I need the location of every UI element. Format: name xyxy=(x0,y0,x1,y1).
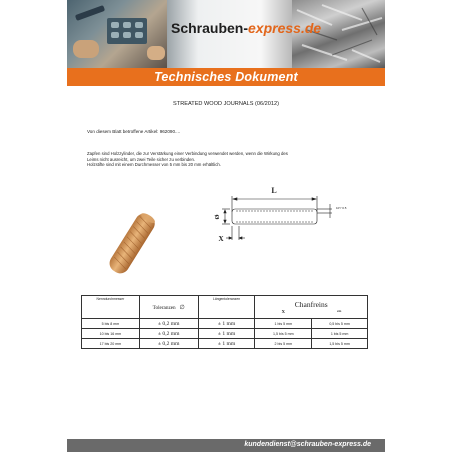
cell-nominal: 17 bis 20 mm xyxy=(82,339,140,349)
dowel-technical-drawing xyxy=(212,182,362,246)
cell-tolerance: ± 0,2 mm xyxy=(139,339,198,349)
angle-label: 10°/ 0.5 xyxy=(336,206,347,210)
table-header-row xyxy=(82,296,368,319)
header-tolerance xyxy=(139,296,198,319)
tools-photo xyxy=(67,0,167,68)
table-row xyxy=(82,339,368,349)
cell-chamfer-x: 1,5 bis 5 mm xyxy=(255,329,312,339)
cell-tolerance: ± 0,2 mm xyxy=(139,319,198,329)
articles-line: Von diesem Blatt betroffene Artikel: 962090.... xyxy=(87,129,181,134)
paragraph-line: Holzstifte sind mit einem Durchmesser von 5 mm bis 20 mm erhältlich. xyxy=(87,162,221,168)
cell-chamfer-x: 2 bis 5 mm xyxy=(255,339,312,349)
cell-chamfer-cm: 1 bis 5 mm xyxy=(312,329,368,339)
paragraph-line: Leims nicht ausreicht, um zwei Teile sicher zu verbinden. xyxy=(87,156,196,162)
table-row xyxy=(82,319,368,329)
page-title: Technisches Dokument xyxy=(154,70,298,84)
cell-nominal: 10 bis 16 mm xyxy=(82,329,140,339)
document-heading: STREATED WOOD JOURNALS (06/2012) xyxy=(173,101,279,107)
header-chamfer-x: X xyxy=(281,309,285,314)
cell-chamfer-x: 1 bis 5 mm xyxy=(255,319,312,329)
logo-main-text: Schrauben- xyxy=(171,20,249,36)
header-banner xyxy=(67,0,385,68)
length-label: L xyxy=(271,186,277,195)
paragraph-line: Zapfen sind Holzzylinder, die zur Verstärkung einer Verbindung verwendet werden, wenn die Wirkung des xyxy=(87,151,288,156)
cell-length-tolerance: ± 1 mm xyxy=(198,319,255,329)
cell-length-tolerance: ± 1 mm xyxy=(198,329,255,339)
cell-length-tolerance: ± 1 mm xyxy=(198,339,255,349)
cell-tolerance: ± 0,2 mm xyxy=(139,329,198,339)
table-row xyxy=(82,329,368,339)
cell-chamfer-cm: 1,5 bis 5 mm xyxy=(312,339,368,349)
diameter-label: Ø xyxy=(214,214,221,220)
header-chamfer-label: Chanfreins xyxy=(294,300,328,309)
cell-nominal: 5 bis 8 mm xyxy=(82,319,140,329)
wooden-dowel-image xyxy=(108,209,158,279)
header-tolerance-label: Toleranzen xyxy=(152,304,176,311)
brand-logo[interactable] xyxy=(171,20,321,36)
specification-table xyxy=(81,295,368,349)
cell-chamfer-cm: 0,5 bis 5 mm xyxy=(312,319,368,329)
contact-email-link[interactable]: kundendienst@schrauben-express.de xyxy=(244,441,371,448)
logo-accent-text: express.de xyxy=(248,20,322,36)
header-nominal: Nenndurchmesser xyxy=(82,296,140,319)
diameter-symbol: ∅ xyxy=(179,304,185,311)
header-length-tolerance: Längentoleranzen xyxy=(198,296,255,319)
title-bar xyxy=(67,68,385,86)
chamfer-label: X xyxy=(218,235,224,243)
document-page xyxy=(67,0,385,452)
header-chamfer xyxy=(255,296,368,319)
footer-bar xyxy=(67,439,385,452)
header-chamfer-unit: cm xyxy=(336,309,342,313)
description-paragraph xyxy=(87,151,377,168)
